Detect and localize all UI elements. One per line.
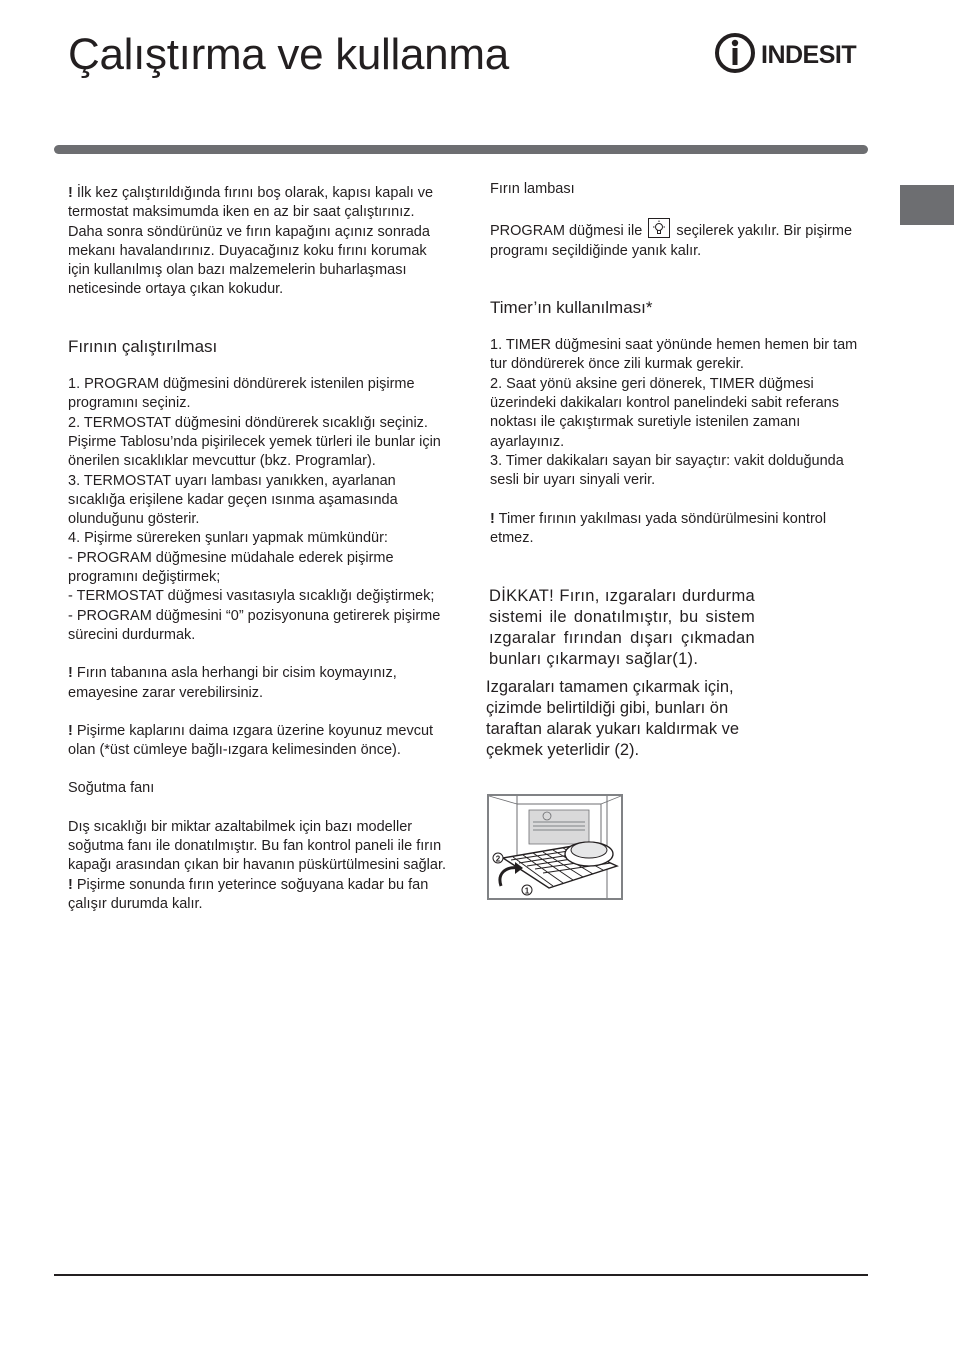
- figure-label-2: 2: [495, 854, 501, 864]
- lamp-paragraph: PROGRAM düğmesi ile seçilerek yakılır. Bir pişirme programı seçildiğinde yanık kalır.: [490, 218, 870, 261]
- step-4a: - PROGRAM düğmesine müdahale ederek pişirme programını değiştirmek;: [68, 549, 394, 586]
- rack-warning: [486, 586, 755, 761]
- warning-paragraph-2: Izgaraları tamamen çıkarmak için, çizimde belirtildiği gibi, bunları ön taraftan alarak yukarı kaldırmak ve çekmek yeterlidir (2).: [486, 678, 740, 759]
- step-4: 4. Pişirme sürereken şunları yapmak mümkündür:: [68, 530, 388, 547]
- fan-paragraph: Dış sıcaklığı bir miktar azaltabilmek için bazı modeller soğutma fanı ile donatılmıştır. Bu fan kontrol paneli ile fırın kapağı arasından çıkan bir havanın püskürtülmesini sağlar.: [68, 818, 447, 874]
- footer-rule: [54, 1274, 868, 1276]
- note-cookware: ! Pişirme kaplarını daima ızgara üzerine koyunuz mevcut olan (*üst cümleye bağlı-ızgara kelimesinden önce).: [68, 722, 434, 759]
- note-oven-floor: ! Fırın tabanına asla herhangi bir cisim koymayınız, emayesine zarar verebilirsiniz.: [68, 665, 397, 701]
- step-4c: - PROGRAM düğmesini “0” pozisyonuna getirerek pişirme sürecini durdurmak.: [68, 607, 441, 643]
- oven-lamp-icon: [648, 218, 670, 238]
- timer-step-3: 3. Timer dakikaları sayan bir sayaçtır: vakit dolduğunda sesli bir uyarı sinyali verir.: [490, 452, 844, 489]
- oven-rack-illustration: [489, 796, 621, 898]
- timer-step-2: 2. Saat yönü aksine geri dönerek, TIMER düğmesi üzerindeki dakikaları kontrol panelindeki sabit referans noktası ile çakıştırmak suretiyle istenilen zamanı ayarlayınız.: [490, 375, 839, 450]
- fan-note: ! Pişirme sonunda fırın yeterince soğuyana kadar bu fan çalışır durumda kalır.: [68, 876, 429, 912]
- section-title-lamp: Fırın lambası: [490, 181, 575, 197]
- step-2: 2. TERMOSTAT düğmesini döndürerek sıcaklığı seçiniz. Pişirme Tablosu’nda pişirilecek yemek türleri ile bunlar için önerilen sıcaklıklar mevcuttur (bkz. Programlar).: [68, 414, 441, 470]
- brand-text: INDESIT: [761, 41, 857, 69]
- page-title: Çalıştırma ve kullanma: [68, 30, 509, 79]
- header-rule: [54, 145, 868, 154]
- right-column: [490, 180, 870, 548]
- warning-paragraph-1: DİKKAT! Fırın, ızgaraları durdurma sistemi ile donatılmıştır, bu sistem ızgaralar fırından dışarı çıkmadan bunları çıkarmayı sağlar(1).: [489, 587, 755, 668]
- timer-step-1: 1. TIMER düğmesini saat yönünde hemen hemen bir tam tur döndürerek önce zili kurmak gerekir.: [490, 337, 858, 373]
- step-1: 1. PROGRAM düğmesini döndürerek istenilen pişirme programını seçiniz.: [68, 376, 415, 412]
- timer-note: ! Timer fırının yakılması yada söndürülmesini kontrol etmez.: [490, 510, 827, 546]
- left-column: [68, 184, 448, 914]
- step-4b: - TERMOSTAT düğmesi vasıtasıyla sıcaklığı değiştirmek;: [68, 588, 435, 605]
- section-title-fan: Soğutma fanı: [68, 780, 155, 797]
- section-title-startup: Fırının çalıştırılması: [68, 336, 218, 356]
- indesit-logo: [714, 32, 870, 74]
- figure-label-1: 1: [524, 886, 530, 896]
- step-3: 3. TERMOSTAT uyarı lambası yanıkken, ayarlanan sıcaklığa erişilene kadar geçen ısınma aşamasında olunduğunu gösterir.: [68, 472, 398, 528]
- language-tab: [900, 185, 954, 225]
- intro-paragraph: ! İlk kez çalıştırıldığında fırını boş olarak, kapısı kapalı ve termostat maksimumda iken en az bir saat çalıştırınız. Daha sonra söndürünüz ve fırın kapağını açınız sonrada mekanı havalandırınız. Duyacağınız koku fırını korumak için kullanılmış olan bazı malzemelerin buharlaşması neticesinde ortaya çıkan kokudur.: [68, 185, 434, 298]
- rack-removal-figure: [487, 794, 623, 900]
- section-title-timer: Timer’ın kullanılması*: [490, 297, 653, 317]
